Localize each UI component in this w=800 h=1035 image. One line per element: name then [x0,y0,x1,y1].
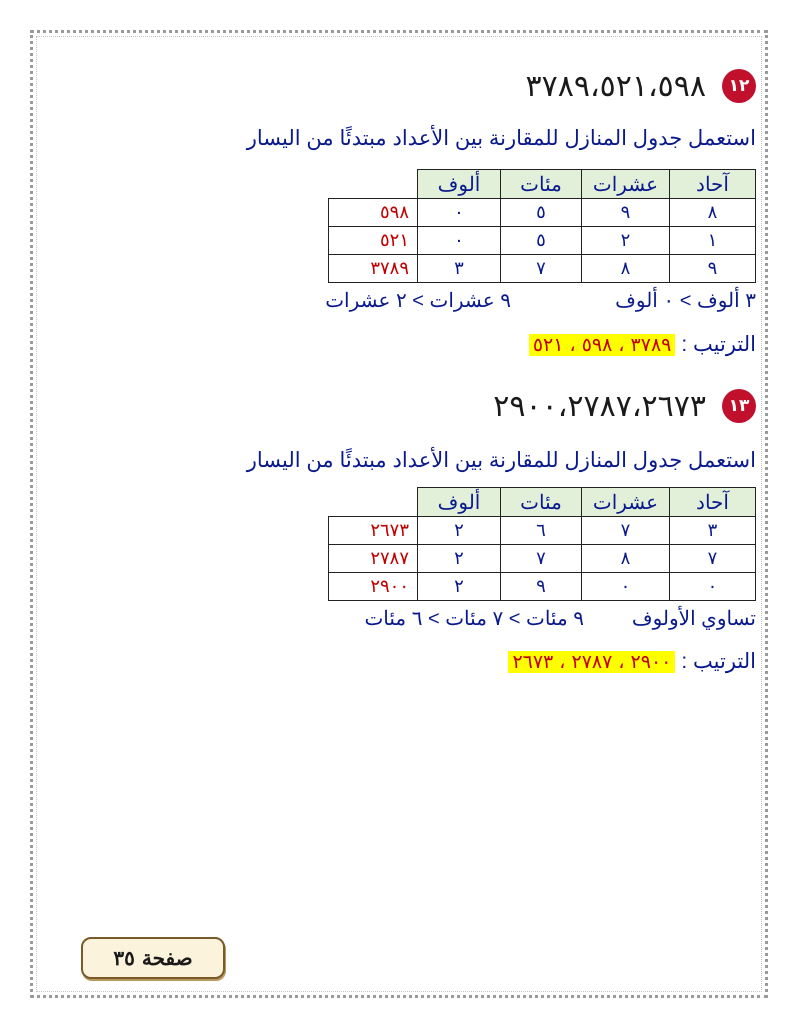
cell-thousands: ٠ [418,199,501,227]
question-numbers: ٢٩٠٠،٢٧٨٧،٢٦٧٣ [493,388,706,424]
cell-hundreds: ٥ [501,199,582,227]
header-blank [328,488,418,517]
cell-ones: ٣ [670,517,756,545]
header-tens: عشرات [582,170,670,199]
table-row [328,199,756,227]
table-row [328,573,756,601]
order-answer: ٣٧٨٩ ، ٥٩٨ ، ٥٢١ [529,334,676,356]
instruction-text: استعمل جدول المنازل للمقارنة بين الأعداد مبتدئًا من اليسار [246,449,756,472]
cell-thousands: ٠ [418,227,501,255]
header-hundreds: مئات [501,488,582,517]
cell-number: ٥٩٨ [328,199,418,227]
cell-number: ٢٦٧٣ [328,517,418,545]
cell-number: ٥٢١ [328,227,418,255]
comparison-equal: تساوي الأولوف [631,608,756,630]
question-number-badge: ١٣ [722,389,756,423]
cell-ones: ٧ [670,545,756,573]
page-number-label: صفحة ٣٥ [81,937,225,979]
cell-ones: ٨ [670,199,756,227]
header-ones: آحاد [670,488,756,517]
cell-hundreds: ٧ [501,255,582,283]
order-label: الترتيب : [681,333,756,356]
cell-thousands: ٢ [418,545,501,573]
cell-tens: ٠ [582,573,670,601]
cell-number: ٣٧٨٩ [328,255,418,283]
cell-tens: ٢ [582,227,670,255]
cell-hundreds: ٦ [501,517,582,545]
cell-tens: ٧ [582,517,670,545]
header-tens: عشرات [582,488,670,517]
cell-ones: ١ [670,227,756,255]
instruction-text: استعمل جدول المنازل للمقارنة بين الأعداد مبتدئًا من اليسار [246,127,756,150]
table-row [328,255,756,283]
cell-thousands: ٢ [418,573,501,601]
question-header [493,386,756,426]
cell-hundreds: ٩ [501,573,582,601]
table-row [328,517,756,545]
cell-ones: ٩ [670,255,756,283]
cell-tens: ٨ [582,255,670,283]
comparison-thousands: ٣ ألوف > ٠ ألوف [615,290,756,312]
cell-hundreds: ٧ [501,545,582,573]
comparison-hundreds: ٩ مئات > ٧ مئات > ٦ مئات [364,608,584,630]
place-value-table [328,169,757,283]
cell-tens: ٩ [582,199,670,227]
table-row [328,227,756,255]
table-header-row [328,488,756,517]
order-label: الترتيب : [681,650,756,673]
cell-thousands: ٣ [418,255,501,283]
header-thousands: ألوف [418,170,501,199]
question-header [526,66,757,106]
header-blank [328,170,418,199]
comparison-tens: ٩ عشرات > ٢ عشرات [325,290,511,312]
header-thousands: ألوف [418,488,501,517]
cell-tens: ٨ [582,545,670,573]
cell-ones: ٠ [670,573,756,601]
cell-hundreds: ٥ [501,227,582,255]
order-answer: ٢٩٠٠ ، ٢٧٨٧ ، ٢٦٧٣ [508,651,675,673]
question-number-badge: ١٢ [722,69,756,103]
cell-number: ٢٧٨٧ [328,545,418,573]
order-line [508,649,756,674]
header-ones: آحاد [670,170,756,199]
cell-thousands: ٢ [418,517,501,545]
header-hundreds: مئات [501,170,582,199]
order-line [529,332,756,357]
place-value-table [328,487,757,601]
cell-number: ٢٩٠٠ [328,573,418,601]
table-header-row [328,170,756,199]
table-row [328,545,756,573]
question-numbers: ٣٧٨٩،٥٢١،٥٩٨ [525,68,706,104]
